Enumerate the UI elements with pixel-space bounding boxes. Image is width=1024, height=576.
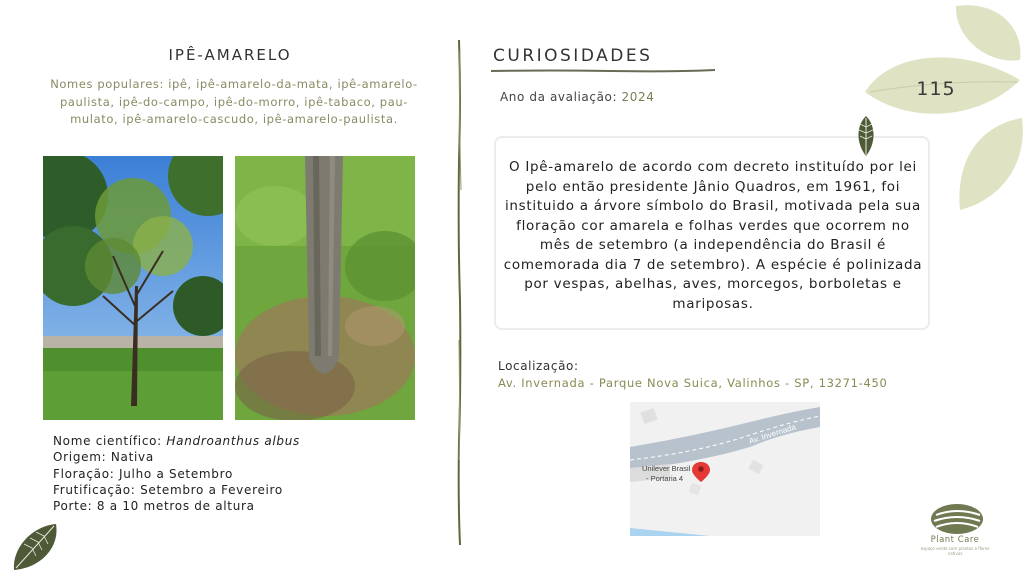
page-number: 115 [916, 78, 956, 100]
origin: Origem: Nativa [53, 450, 154, 465]
popular-names: Nomes populares: ipê, ipê-amarelo-da-mata, ipê-amarelo-paulista, ipê-do-campo, ipê-do-morro, ipê-tabaco, pau-mulato, ipê-amarelo-cascudo, ipê-amarelo-paulista. [50, 77, 418, 126]
map-place-line1: Unilever Brasil [642, 464, 691, 473]
vertical-divider [455, 40, 465, 545]
scientific-name-label: Nome científico: [53, 434, 162, 448]
tree-photo [43, 156, 223, 420]
fruiting: Frutificação: Setembro a Fevereiro [53, 482, 283, 497]
scientific-name-value: Handroanthus albus [166, 434, 301, 448]
brand-tagline: espaço verde com plantas e flores nativas [920, 546, 990, 556]
map-place-line2: - Portaria 4 [646, 474, 684, 483]
species-facts [53, 433, 413, 514]
location-address[interactable]: Av. Invernada - Parque Nova Suica, Valinhos - SP, 13271-450 [498, 376, 888, 390]
curiosities-title: CURIOSIDADES [493, 46, 653, 66]
location-map[interactable] [630, 402, 820, 536]
flowering: Floração: Julho a Setembro [53, 466, 234, 481]
evaluation-year-value: 2024 [621, 90, 655, 104]
bottom-leaf-icon [10, 522, 60, 572]
trunk-photo [235, 156, 415, 420]
decorative-leaves-icon [860, 0, 1024, 230]
evaluation-year [500, 90, 655, 104]
location-label: Localização: [498, 359, 579, 373]
brand-name: Plant Care [930, 535, 980, 545]
species-title: IPÊ-AMARELO [168, 46, 292, 64]
plant-care-logo-icon [930, 503, 984, 535]
title-underline [491, 68, 715, 74]
evaluation-year-label: Ano da avaliação: [500, 90, 618, 104]
tree-size: Porte: 8 a 10 metros de altura [53, 499, 255, 514]
curiosities-text: O Ipê-amarelo de acordo com decreto instituído por lei pelo então presidente Jânio Quadros, em 1961, foi instituido a árvore símbolo do Brasil, motivada pela sua floração cor amarela e folhas verdes que ocorrem no mês de setembro (a independência do Brasil é comemorada dia 7 de setembro). A espécie é polinizada por vespas, abelhas, aves, morcegos, borboletas e mariposas. [503, 159, 923, 312]
scientific-name-row [53, 433, 413, 449]
map-street-label: Av. Invernada [747, 422, 797, 446]
